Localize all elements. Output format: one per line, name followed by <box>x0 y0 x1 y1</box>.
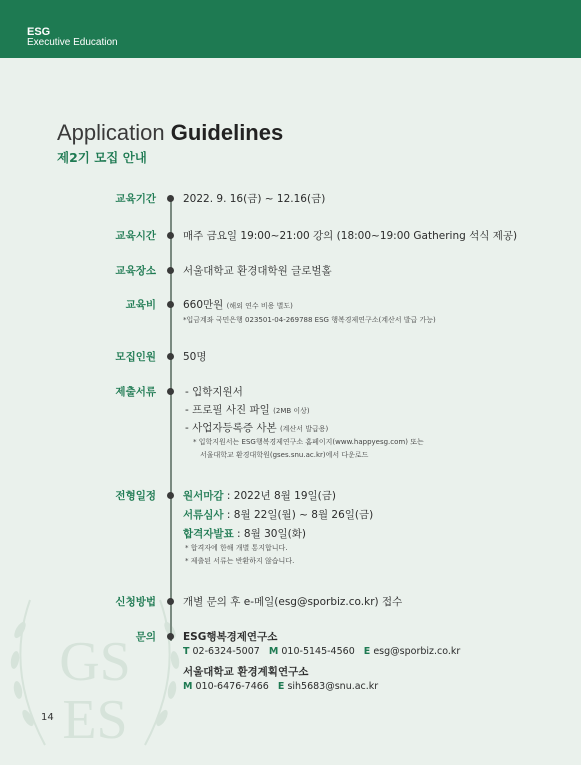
value-period: 2022. 9. 16(금) ~ 12.16(금) <box>183 193 326 205</box>
label-period: 교육기간 <box>115 193 156 205</box>
seal-text-top: GS <box>59 631 131 693</box>
contact-org-1: ESG행복경제연구소 <box>183 631 278 643</box>
timeline-dot <box>167 353 174 360</box>
org2-email: sih5683@snu.ac.kr <box>287 681 379 692</box>
fee-amount: 660만원 <box>183 299 224 311</box>
label-time: 교육시간 <box>115 230 156 242</box>
value-time: 매주 금요일 19:00~21:00 강의 (18:00~19:00 Gathering 석식 제공) <box>183 230 518 242</box>
label-schedule: 전형일정 <box>115 490 156 502</box>
org1-phone: 02-6324-5007 <box>192 646 260 657</box>
timeline-dot <box>167 195 174 202</box>
contact-org-2-details <box>183 681 378 692</box>
deadline-value: : 2022년 8월 19일(금) <box>223 490 336 502</box>
doc-item-3-note: (계산서 발급용) <box>279 425 329 433</box>
fee-account-note: *입금계좌 국민은행 023501-04-269788 ESG 행복경제연구소(계산서 발급 가능) <box>183 316 436 324</box>
label-apply: 신청방법 <box>115 596 156 608</box>
timeline-dot <box>167 232 174 239</box>
phone-label: T <box>183 646 190 657</box>
doc-note-line-1: * 입학지원서는 ESG행복경제연구소 홈페이지(www.happyesg.com) 또는 <box>193 438 424 446</box>
value-place: 서울대학교 환경대학원 글로벌홀 <box>183 265 332 277</box>
timeline-line <box>170 199 172 641</box>
label-documents: 제출서류 <box>115 386 156 398</box>
doc-note-line-2: 서울대학교 환경대학원(gses.snu.ac.kr)에서 다운로드 <box>200 451 369 459</box>
brand-subtitle: Executive Education <box>27 37 118 48</box>
org1-email: esg@sporbiz.co.kr <box>373 646 461 657</box>
label-fee: 교육비 <box>125 299 156 311</box>
schedule-review <box>183 507 373 522</box>
doc-item-1: - 입학지원서 <box>185 386 243 398</box>
doc-item-3 <box>185 420 328 435</box>
doc-item-2 <box>185 402 310 417</box>
timeline-dot <box>167 598 174 605</box>
contact-org-2: 서울대학교 환경계획연구소 <box>183 666 309 678</box>
brand-title: ESG <box>27 26 51 38</box>
contact-org-1-details <box>183 646 460 657</box>
org2-mobile: 010-6476-7466 <box>195 681 269 692</box>
review-value: : 8월 22일(월) ~ 8월 26일(금) <box>223 509 374 521</box>
timeline-dot <box>167 388 174 395</box>
email-label: E <box>363 646 371 657</box>
gses-seal-watermark <box>0 560 193 765</box>
schedule-result <box>183 526 306 541</box>
result-value: : 8월 30일(화) <box>233 528 306 540</box>
page-title <box>57 120 283 146</box>
doc-item-2-note: (2MB 이상) <box>273 407 310 415</box>
seal-text-bottom: ES <box>62 689 128 751</box>
deadline-label: 원서마감 <box>183 490 224 502</box>
timeline-dot <box>167 492 174 499</box>
page-subtitle: 제2기 모집 안내 <box>57 150 147 165</box>
schedule-deadline <box>183 488 336 503</box>
schedule-note-2: * 제출된 서류는 반환하지 않습니다. <box>185 557 295 565</box>
doc-item-2-text: - 프로필 사진 파일 <box>185 404 270 416</box>
schedule-note-1: * 합격자에 한해 개별 통지합니다. <box>185 544 288 552</box>
label-capacity: 모집인원 <box>115 351 156 363</box>
timeline-dot <box>167 267 174 274</box>
doc-item-3-text: - 사업자등록증 사본 <box>185 422 277 434</box>
header-bar <box>0 0 581 58</box>
value-fee <box>183 297 293 312</box>
email-label: E <box>277 681 285 692</box>
fee-amount-note: (해외 연수 비용 별도) <box>226 302 293 310</box>
timeline-dot <box>167 301 174 308</box>
result-label: 합격자발표 <box>183 528 234 540</box>
title-light: Application <box>57 120 171 145</box>
mobile-label: M <box>268 646 279 657</box>
value-apply: 개별 문의 후 e-메일(esg@sporbiz.co.kr) 접수 <box>183 596 403 608</box>
label-place: 교육장소 <box>115 265 156 277</box>
timeline-dot <box>167 633 174 640</box>
title-bold: Guidelines <box>170 120 284 145</box>
label-contact: 문의 <box>135 631 156 643</box>
review-label: 서류심사 <box>183 509 224 521</box>
page-number: 14 <box>41 712 54 723</box>
org1-mobile: 010-5145-4560 <box>281 646 355 657</box>
mobile-label: M <box>183 681 193 692</box>
value-capacity: 50명 <box>183 351 207 363</box>
